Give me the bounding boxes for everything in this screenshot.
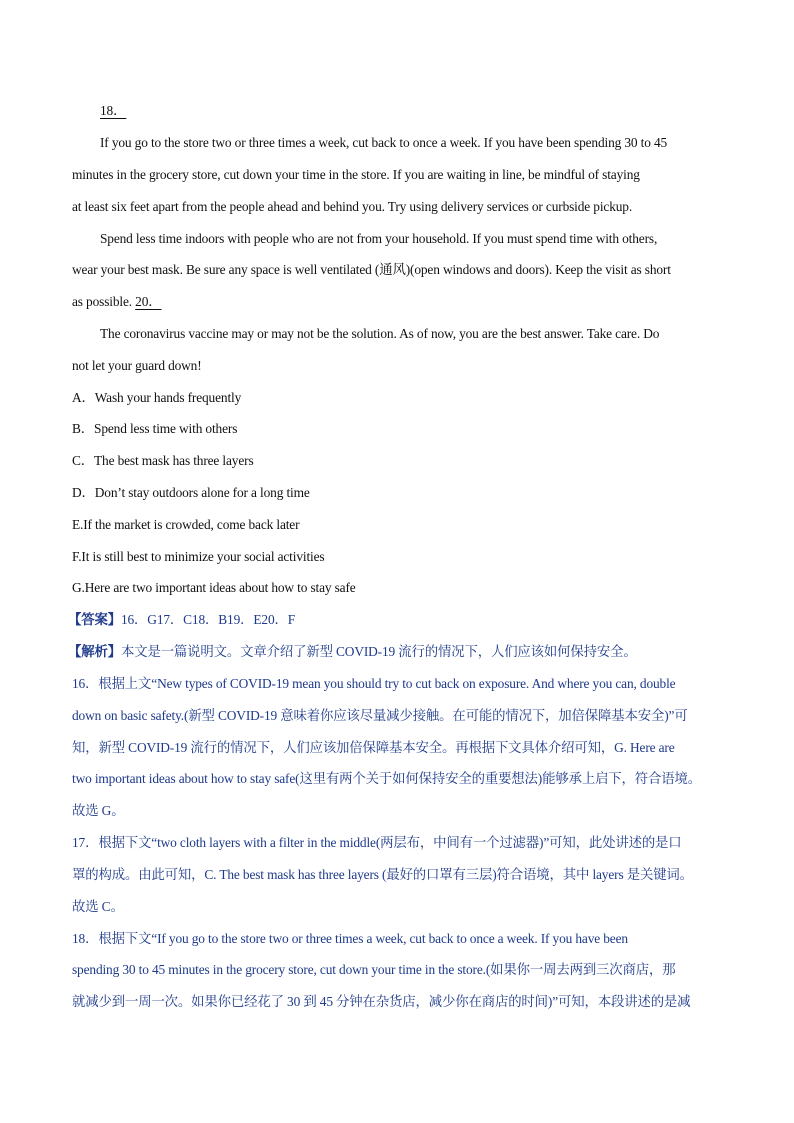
analysis-q16-line: down on basic safety.(新型 COVID-19 意味着你应该尽量减少接触。在可能的情况下，加倍保障基本安全)”可	[72, 708, 688, 723]
passage-line: Spend less time indoors with people who are not from your household. If you must spend time with others,	[100, 231, 658, 246]
analysis-q17-line: 故选 C。	[72, 899, 124, 914]
passage-line: The coronavirus vaccine may or may not be the solution. As of now, you are the best answer. Take care. Do	[100, 326, 660, 341]
answer-line	[68, 611, 728, 629]
analysis-q18-line: 18．根据下文“If you go to the store two or three times a week, cut back to once a week. If you have been	[72, 931, 628, 946]
passage-line: If you go to the store two or three times a week, cut back to once a week. If you have been spending 30 to 45	[100, 135, 668, 150]
passage-line	[72, 293, 732, 311]
option-b: B．Spend less time with others	[72, 421, 238, 436]
answer-tag: 【答案】	[68, 612, 121, 627]
passage-line: at least six feet apart from the people ahead and behind you. Try using delivery services or curbside pickup.	[72, 199, 633, 214]
analysis-q17-line: 17．根据下文“two cloth layers with a filter in the middle(两层布，中间有一个过滤器)”可知，此处讲述的是口	[72, 835, 682, 850]
analysis-q16-line: 16．根据上文“New types of COVID-19 mean you should try to cut back on exposure. And where you can, double	[72, 676, 676, 691]
option-d: D．Don’t stay outdoors alone for a long time	[72, 485, 310, 500]
analysis-q16-line: 故选 G。	[72, 803, 125, 818]
option-a: A．Wash your hands frequently	[72, 390, 242, 405]
analysis-q18-line: spending 30 to 45 minutes in the grocery store, cut down your time in the store.(如果你一周去两到三次商店，那	[72, 962, 676, 977]
analysis-summary: 本文是一篇说明文。文章介绍了新型 COVID-19 流行的情况下，人们应该如何保持安全。	[120, 644, 637, 659]
analysis-line	[68, 643, 728, 661]
passage-line	[72, 166, 732, 184]
option-e: E.If the market is crowded, come back later	[72, 517, 300, 532]
passage-text: as possible.	[72, 294, 132, 309]
analysis-q17-line: 罩的构成。由此可知，C. The best mask has three layers (最好的口罩有三层)符合语境，其中 layers 是关键词。	[72, 867, 693, 882]
blank-18: 18．	[100, 103, 127, 118]
blank-20: 20．	[135, 294, 162, 309]
passage-line: not let your guard down!	[72, 358, 202, 373]
passage-text: If you are waiting in line, be mindful of staying	[392, 167, 640, 182]
option-g: G.Here are two important ideas about how to stay safe	[72, 580, 356, 595]
answer-text: 16．G17．C18．B19．E20．F	[120, 612, 296, 627]
analysis-q16-line: 知，新型 COVID-19 流行的情况下，人们应该加倍保障基本安全。再根据下文具体介绍可知，G. Here are	[72, 740, 675, 755]
passage-line: wear your best mask. Be sure any space is well ventilated (通风)(open windows and doors). Keep the visit as short	[72, 262, 671, 277]
analysis-q18-line: 就减少到一周一次。如果你已经花了 30 到 45 分钟在杂货店，减少你在商店的时间)”可知，本段讲述的是减	[72, 994, 691, 1009]
option-f: F.It is still best to minimize your social activities	[72, 549, 325, 564]
option-c: C．The best mask has three layers	[72, 453, 254, 468]
analysis-tag: 【解析】	[68, 644, 121, 659]
analysis-q16-line: two important ideas about how to stay safe(这里有两个关于如何保持安全的重要想法)能够承上启下，符合语境。	[72, 771, 701, 786]
passage-text: minutes in the grocery store, cut down your time in the store.	[72, 167, 390, 182]
